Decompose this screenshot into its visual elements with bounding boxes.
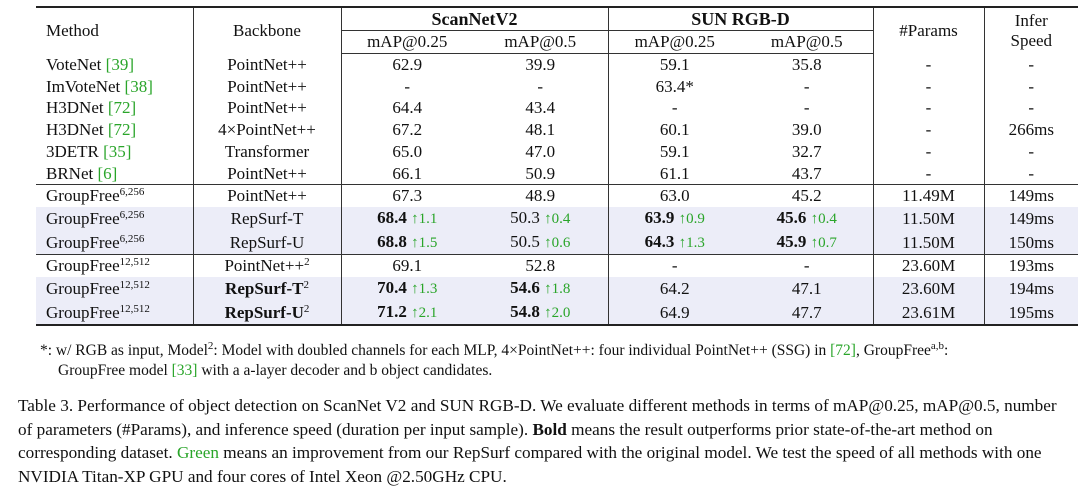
speed-cell: 149ms xyxy=(984,185,1078,207)
scannet-map5-cell: 52.8 xyxy=(473,255,608,277)
backbone-cell: RepSurf-$U^2$ xyxy=(193,301,341,326)
scannet-map5-cell: 50.5 ↑0.6 xyxy=(473,231,608,255)
backbone-cell: PointNet++ xyxy=(193,97,341,119)
speed-cell: 149ms xyxy=(984,207,1078,231)
params-cell: 23.60M xyxy=(873,255,984,277)
backbone-cell: PointNet++ xyxy=(193,76,341,98)
sun-map25-cell: - xyxy=(608,97,741,119)
scannet-map25-header: mAP@0.25 xyxy=(341,31,473,54)
backbone-cell: RepSurf-T xyxy=(193,207,341,231)
method-cell: 3DETR [35] xyxy=(46,141,132,161)
scannet-map5-header: mAP@0.5 xyxy=(473,31,608,54)
table-header xyxy=(36,7,1078,54)
table-row xyxy=(36,231,1078,255)
scannet-map25-cell: 71.2 ↑2.1 xyxy=(341,301,473,326)
scannet-map5-cell: 47.0 xyxy=(525,141,556,161)
sun-map25-cell: 63.9 ↑0.9 xyxy=(608,207,741,231)
params-cell: - xyxy=(873,76,984,98)
scannet-map25-cell: 70.4 ↑1.3 xyxy=(341,277,473,301)
scannet-map5-cell: 48.9 xyxy=(473,185,608,207)
backbone-cell: PointNet++ xyxy=(193,163,341,185)
table-row xyxy=(36,163,1078,185)
scannet-map5-cell: 48.1 xyxy=(525,120,556,140)
scannet-map25-cell: 67.3 xyxy=(341,185,473,207)
params-cell: - xyxy=(873,54,984,76)
backbone-cell: RepSurf-U xyxy=(193,231,341,255)
scannet-map25-cell: 69.1 xyxy=(341,255,473,277)
sun-map5-cell: 45.6 ↑0.4 xyxy=(741,207,873,231)
scannet-map5-cell: 50.3 ↑0.4 xyxy=(473,207,608,231)
speed-cell: - xyxy=(984,141,1078,163)
speed-cell: 150ms xyxy=(984,231,1078,255)
scannet-map5-cell: 54.8 ↑2.0 xyxy=(473,301,608,326)
sun-map25-cell: 63.4* xyxy=(608,76,741,98)
backbone-header: Backbone xyxy=(193,7,341,54)
table-row xyxy=(36,301,1078,326)
method-cell: BRNet [6] xyxy=(46,163,118,183)
table-body xyxy=(36,54,1078,326)
method-cell: H3DNet [72] xyxy=(46,98,137,118)
sun-map25-cell: 59.1 xyxy=(608,54,741,76)
speed-cell: 193ms xyxy=(984,255,1078,277)
method-cell: ImVoteNet [38] xyxy=(46,76,153,96)
speed-cell: - xyxy=(984,54,1078,76)
sun-rgbd-header: SUN RGB-D xyxy=(608,7,873,31)
sun-map5-cell: 35.8 xyxy=(791,55,822,74)
speed-cell: - xyxy=(984,163,1078,185)
params-cell: 23.60M xyxy=(873,277,984,301)
params-cell: 11.50M xyxy=(873,231,984,255)
scannet-map5-cell: 54.6 ↑1.8 xyxy=(473,277,608,301)
method-cell: VoteNet [39] xyxy=(46,54,134,74)
scannet-map25-cell: 67.2 xyxy=(341,119,473,141)
sun-map25-cell: 59.1 xyxy=(608,141,741,163)
footnote-line-1: *: w/ RGB as input, Model$^2$: Model with doubled channels for each MLP, 4×PointNet++: four individual PointNet++ (SSG) in [72], GroupFree$^{a,b}$: xyxy=(40,340,949,359)
sun-map5-cell: - xyxy=(803,98,810,118)
scannet-map25-cell: 65.0 xyxy=(341,141,473,163)
sun-map5-cell: - xyxy=(803,76,810,96)
params-cell: - xyxy=(873,141,984,163)
table-row xyxy=(36,207,1078,231)
table-caption: Table 3. Performance of object detection on ScanNet V2 and SUN RGB-D. We evaluate different methods in terms of mAP@0.25, mAP@0.5, number of parameters (#Params), and inference speed (duration per input sample). Bold means the result outperforms prior state-of-the-art method on corresponding dataset. Green means an improvement from our RepSurf compared with the original model. We test the speed of all methods with one NVIDIA Titan-XP GPU and four cores of Intel Xeon @2.50GHz CPU. xyxy=(18,396,1057,486)
params-cell: 11.49M xyxy=(873,185,984,207)
params-cell: 11.50M xyxy=(873,207,984,231)
sun-map25-cell: 63.0 xyxy=(608,185,741,207)
backbone-cell: 4×PointNet++ xyxy=(193,119,341,141)
scannet-map25-cell: 68.8 ↑1.5 xyxy=(341,231,473,255)
infer-speed-header: Infer Speed xyxy=(984,7,1078,54)
speed-cell: 194ms xyxy=(984,277,1078,301)
scannet-map5-cell: 43.4 xyxy=(525,98,556,118)
table-row xyxy=(36,185,1078,207)
table-row xyxy=(36,119,1078,141)
sun-map25-cell: 60.1 xyxy=(608,119,741,141)
sun-map5-cell: 45.9 ↑0.7 xyxy=(741,231,873,255)
backbone-cell: PointNet++ xyxy=(193,54,341,76)
table-row xyxy=(36,255,1078,277)
backbone-cell: Transformer xyxy=(193,141,341,163)
results-table xyxy=(36,6,1078,326)
scannet-map25-cell: - xyxy=(341,76,473,98)
method-cell: GroupFree$^{6,256}$ xyxy=(36,185,193,207)
sun-map5-cell: - xyxy=(741,255,873,277)
sun-map25-cell: 64.9 xyxy=(608,301,741,326)
params-cell: - xyxy=(873,163,984,185)
method-cell: GroupFree$^{6,256}$ xyxy=(36,207,193,231)
sun-map25-cell: 61.1 xyxy=(608,163,741,185)
table-footnote xyxy=(40,341,1070,381)
sun-map5-cell: 32.7 xyxy=(791,141,822,161)
table-row xyxy=(36,76,1078,98)
scannet-header: ScanNetV2 xyxy=(341,7,608,31)
backbone-cell: PointNet++ xyxy=(193,185,341,207)
method-cell: H3DNet [72] xyxy=(46,120,137,140)
scannet-map5-cell: 39.9 xyxy=(525,55,556,74)
method-header: Method xyxy=(46,20,99,40)
scannet-map5-cell: - xyxy=(537,76,544,96)
speed-cell: - xyxy=(984,76,1078,98)
backbone-cell: RepSurf-$T^2$ xyxy=(193,277,341,301)
reference-link[interactable]: [72] xyxy=(830,342,856,359)
scannet-map25-cell: 66.1 xyxy=(341,163,473,185)
sun-map25-cell: - xyxy=(608,255,741,277)
params-header: #Params xyxy=(873,7,984,54)
sun-map5-header: mAP@0.5 xyxy=(741,31,873,54)
method-cell: GroupFree$^{12,512}$ xyxy=(36,255,193,277)
method-cell: GroupFree$^{12,512}$ xyxy=(36,301,193,326)
params-cell: - xyxy=(873,97,984,119)
scannet-map5-cell: 50.9 xyxy=(525,163,556,183)
table-row xyxy=(36,141,1078,163)
sun-map25-cell: 64.3 ↑1.3 xyxy=(608,231,741,255)
footnote-line-2: GroupFree model [33] with a a-layer decoder and b object candidates. xyxy=(58,362,493,379)
sun-map25-header: mAP@0.25 xyxy=(608,31,741,54)
params-cell: 23.61M xyxy=(873,301,984,326)
sun-map5-cell: 47.7 xyxy=(741,301,873,326)
backbone-cell: PointNet++$^2$ xyxy=(193,255,341,277)
reference-link[interactable]: [33] xyxy=(171,362,198,379)
method-cell: GroupFree$^{12,512}$ xyxy=(36,277,193,301)
table-row xyxy=(36,277,1078,301)
speed-cell: 266ms xyxy=(984,119,1078,141)
scannet-map25-cell: 68.4 ↑1.1 xyxy=(341,207,473,231)
sun-map5-cell: 47.1 xyxy=(741,277,873,301)
scannet-map25-cell: 62.9 xyxy=(341,54,473,76)
method-cell: GroupFree$^{6,256}$ xyxy=(36,231,193,255)
sun-map25-cell: 64.2 xyxy=(608,277,741,301)
scannet-map25-cell: 64.4 xyxy=(341,97,473,119)
table-row xyxy=(36,97,1078,119)
speed-cell: - xyxy=(984,97,1078,119)
sun-map5-cell: 45.2 xyxy=(741,185,873,207)
speed-cell: 195ms xyxy=(984,301,1078,326)
sun-map5-cell: 43.7 xyxy=(791,163,822,183)
table-row xyxy=(36,54,1078,76)
params-cell: - xyxy=(873,119,984,141)
sun-map5-cell: 39.0 xyxy=(791,120,822,140)
